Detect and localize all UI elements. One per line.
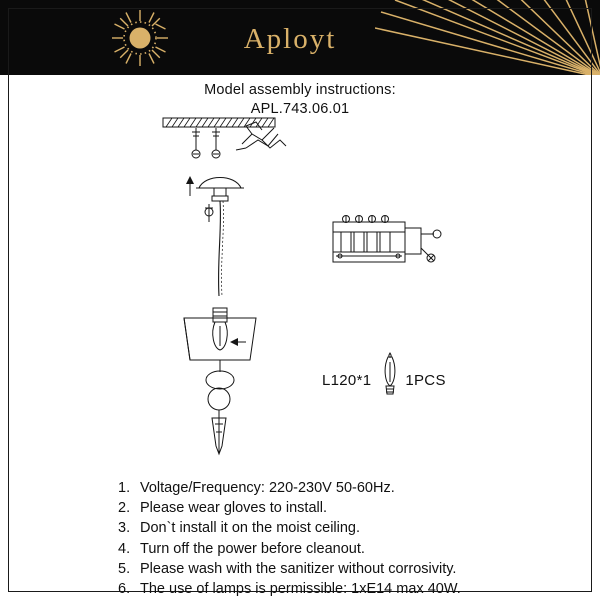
list-item-text: Please wear gloves to install. xyxy=(140,500,327,517)
wall-anchor-icon xyxy=(236,122,286,150)
assembly-diagram xyxy=(0,110,600,470)
list-item-number: 2. xyxy=(118,500,131,517)
lamp-spec-label xyxy=(322,372,446,389)
list-item xyxy=(118,559,548,579)
list-item-number: 4. xyxy=(118,540,131,557)
lamp-multiplier: *1 xyxy=(356,372,372,389)
crystal-drop-icon xyxy=(206,360,234,454)
list-item-text: Don`t install it on the moist ceiling. xyxy=(140,520,361,537)
list-item-number: 6. xyxy=(118,581,131,598)
bulb-icon xyxy=(213,308,228,350)
list-item-text: Voltage/Frequency: 220-230V 50-60Hz. xyxy=(140,480,395,496)
ray-fan-icon xyxy=(375,0,600,75)
pointer-arrow-icon xyxy=(230,338,246,346)
lamp-socket: L120 xyxy=(322,372,357,389)
list-item xyxy=(118,539,548,559)
list-item xyxy=(118,518,548,538)
screw-icon xyxy=(205,204,213,222)
list-item-text: Please wash with the sanitizer without corrosivity. xyxy=(140,560,457,577)
list-item-number: 1. xyxy=(118,480,131,496)
brand-name: Aployt xyxy=(243,23,337,55)
list-item-text: Turn off the power before cleanout. xyxy=(140,540,365,557)
page-title: Model assembly instructions: xyxy=(204,82,396,98)
model-code: APL.743.06.01 xyxy=(250,101,350,117)
instructions-list xyxy=(118,478,548,599)
up-arrow-icon xyxy=(186,176,194,196)
screw-icon xyxy=(192,128,200,158)
list-item xyxy=(118,498,548,518)
list-item-number: 5. xyxy=(118,560,131,577)
sunburst-icon xyxy=(110,8,170,68)
screw-icon xyxy=(212,128,220,158)
header-banner xyxy=(0,0,600,75)
list-item-number: 3. xyxy=(118,520,131,537)
list-item xyxy=(118,579,548,599)
list-item xyxy=(118,478,548,498)
terminal-block-icon xyxy=(333,216,441,263)
ceiling-canopy-icon xyxy=(196,178,244,202)
lamp-quantity: 1PCS xyxy=(405,372,446,389)
list-item-text: The use of lamps is permissible: 1xE14 max 40W. xyxy=(140,581,461,598)
suspension-cable-icon xyxy=(219,201,224,296)
